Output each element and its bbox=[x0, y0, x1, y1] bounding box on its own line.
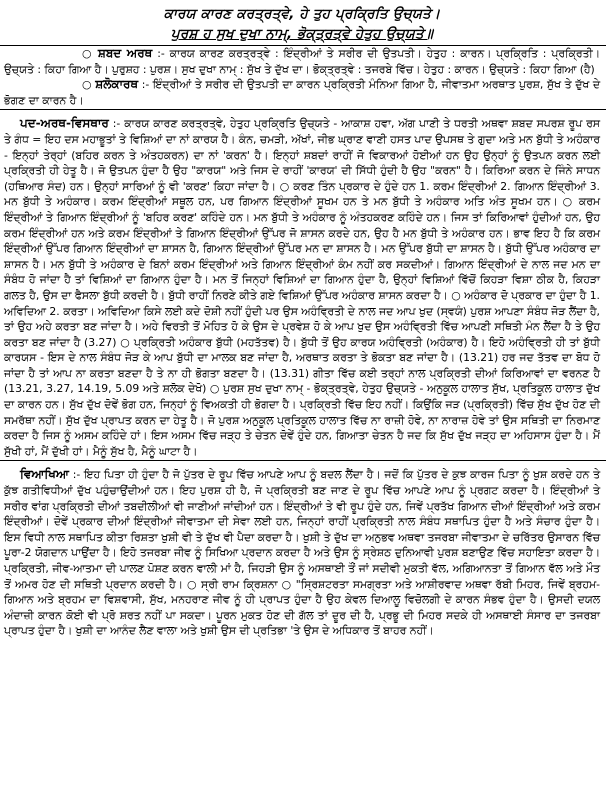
pad-arth-text: :- ਕਾਰਯ ਕਾਰਣ ਕਰਤ੍ਰਤ੍ਵੇ, ਹੇਤੁਹ ਪ੍ਰਕ੍ਰਿਤਿ ਉਚ੍ਯਤੇ - ਆਕਾਸ਼ ਹਵਾ, ਅੱਗ ਪਾਣੀ ਤੇ ਧਰਤੀ ਅਥਵਾ ਸ਼ਬਦ ਸਪਰਸ਼ ਰੂਪ ਰਸ ਤੇ ਗੰਧ = ਇਹ ਦਸ ਮਹਾਭੂਤਾਂ ਤੇ ਵਿਸ਼ਿਆਂ ਦਾ ਨਾਂ ਕਾਰਯ ਹੈ। ਕੰਨ, ਚਮੜੀ, ਅੱਖਾਂ, ਜੀਭ ਘ੍ਰਾਣ ਵਾਣੀ ਹਸਤ ਪਾਦ ਉਪਸਥ ਤੇ ਗੁਦਾ ਅਤੇ ਮਨ ਬੁੱਧੀ ਤੇ ਅਹੰਕਾਰ - ਇਨ੍ਹਾਂ ਤੇਰ੍ਹਾਂ (ਬਹਿਰ ਕਰਨ ਤੇ ਅੰਤਹਕਰਨ) ਦਾ ਨਾਂ 'ਕਰਨ' ਹੈ। ਇਨ੍ਹਾਂ ਸ਼ਬਦਾਂ ਰਾਹੀਂ ਜੋ ਵਿਕਾਰਆਂ ਹੋਈਆਂ ਹਨ ਉਹ ਉਨ੍ਹਾਂ ਨੂੰ ਉਤਪਨ ਕਰਨ ਲਈ ਪ੍ਰਕ੍ਰਿਤੀ ਹੀ ਹੇਤੂ ਹੈ। ਜੋ ਉਤਪਨ ਹੁੰਦਾ ਹੈ ਉਹ "ਕਾਰਯ" ਅਤੇ ਜਿਸ ਦੇ ਰਾਹੀਂ 'ਕਾਰਯ' ਦੀ ਸਿੱਧੀ ਹੁੰਦੀ ਹੈ ਉਹ "ਕਰਨ" ਹੈ। ਕਿਰਿਆ ਕਰਨ ਦੇ ਜਿੰਨੇ ਸਾਧਨ (ਹਥਿਆਰ ਸੰਦ) ਹਨ। ਉਨ੍ਹਾਂ ਸਾਰਿਆਂ ਨੂੰ ਵੀ 'ਕਰਣ' ਕਿਹਾ ਜਾਂਦਾ ਹੈ। ○ ਕਰਣ ਤਿੰਨ ਪ੍ਰਕਾਰ ਦੇ ਹੁੰਦੇ ਹਨ 1. ਕਰਮ ਇੰਦ੍ਰੀਆਂ 2. ਗਿਆਨ ਇੰਦ੍ਰੀਆਂ 3. ਮਨ ਬੁੱਧੀ ਤੇ ਅਹੰਕਾਰ। ਕਰਮ ਇੰਦ੍ਰੀਆਂ ਸਥੂਲ ਹਨ, ਪਰ ਗਿਆਨ ਇੰਦ੍ਰੀਆਂ ਸੂਖਮ ਹਨ ਤੇ ਮਨ ਬੁੱਧੀ ਤੇ ਅਹੰਕਾਰ ਅਤਿ ਅੰਤ ਸੂਖਮ ਹਨ। ○ ਕਰਮ ਇੰਦ੍ਰੀਆਂ ਤੇ ਗਿਆਨ ਇੰਦ੍ਰੀਆਂ ਨੂੰ 'ਬਹਿਰ ਕਰਣ' ਕਹਿੰਦੇ ਹਨ। ਮਨ ਬੁੱਧੀ ਤੇ ਅਹੰਕਾਰ ਨੂੰ ਅੰਤਹਕਰਣ ਕਹਿੰਦੇ ਹਨ। ਜਿਸ ਤਾਂ ਕਿਰਿਆਵਾਂ ਹੁੰਦੀਆਂ ਹਨ, ਉਹ ਕਰਮ ਇੰਦ੍ਰੀਆਂ ਹਨ ਅਤੇ ਕਰਮ ਇੰਦ੍ਰੀਆਂ ਤੇ ਗਿਆਨ ਇੰਦ੍ਰੀਆਂ ਉੱਪਰ ਜੋ ਸ਼ਾਸਨ ਕਰਦੇ ਹਨ, ਉਹ ਹੈ ਮਨ ਬੁੱਧੀ ਤੇ ਅਹੰਕਾਰ ਹਨ। ਭਾਵ ਇਹ ਹੈ ਕਿ ਕਰਮ ਇੰਦ੍ਰੀਆਂ ਉੱਪਰ ਗਿਆਨ ਇੰਦ੍ਰੀਆਂ ਦਾ ਸ਼ਾਸਨ ਹੈ, ਗਿਆਨ ਇੰਦ੍ਰੀਆਂ ਉੱਪਰ ਮਨ ਦਾ ਸ਼ਾਸਨ ਹੈ। ਮਨ ਉੱਪਰ ਬੁੱਧੀ ਦਾ ਸ਼ਾਸਨ ਹੈ। ਬੁੱਧੀ ਉੱਪਰ ਅਹੰਕਾਰ ਦਾ ਸ਼ਾਸਨ ਹੈ। ਮਨ ਬੁੱਧੀ ਤੇ ਅਹੰਕਾਰ ਦੇ ਬਿਨਾਂ ਕਰਮ ਇੰਦ੍ਰੀਆਂ ਅਤੇ ਗਿਆਨ ਇੰਦ੍ਰੀਆਂ ਕੰਮ ਨਹੀਂ ਕਰ ਸਕਦੀਆਂ। ਗਿਆਨ ਇੰਦ੍ਰੀਆਂ ਦੇ ਨਾਲ ਜਦ ਮਨ ਦਾ ਸੰਬੰਧ ਹੋ ਜਾਂਦਾ ਹੈ ਤਾਂ ਵਿਸ਼ਿਆਂ ਦਾ ਗਿਆਨ ਹੁੰਦਾ ਹੈ। ਮਨ ਤੋਂ ਜਿਨ੍ਹਾਂ ਵਿਸ਼ਿਆਂ ਦਾ ਗਿਆਨ ਹੁੰਦਾ ਹੈ, ਉਨ੍ਹਾਂ ਵਿਸ਼ਿਆਂ ਵਿੱਚੋਂ ਕਿਹੜਾ ਵਿਸ਼ਾ ਠੀਕ ਹੈ, ਕਿਹੜਾ ਗਲਤ ਹੈ, ਉਸ ਦਾ ਫੈਸਲਾ ਬੁੱਧੀ ਕਰਦੀ ਹੈ। ਬੁੱਧੀ ਰਾਹੀਂ ਨਿਰਣੇ ਕੀਤੇ ਗਏ ਵਿਸ਼ਿਆਂ ਉੱਪਰ ਅਹੰਕਾਰ ਸ਼ਾਸਨ ਕਰਦਾ ਹੈ। ○ ਅਹੰਕਾਰ ਦੋ ਪ੍ਰਕਾਰ ਦਾ ਹੁੰਦਾ ਹੈ 1. ਅਵਿਦਿਆ 2. ਕਰਤਾ। ਅਵਿਦਿਆ ਕਿਸੇ ਲਈ ਕਦੇ ਦੋਸ਼ੀ ਨਹੀਂ ਹੁੰਦੀ ਪਰ ਉਸ ਅਹੰਵ੍ਰਿਤੀ ਦੇ ਨਾਲ ਜਦ ਆਪ ਖੁਦ (ਸ੍ਵਯੰ) ਪੁਰਸ਼ ਆਪਣਾ ਸੰਬੰਧ ਜੋੜ ਲੈਂਦਾ ਹੈ, ਤਾਂ ਉਹ ਅਹੇ ਕਰਤਾ ਬਣ ਜਾਂਦਾ ਹੈ। ਅਹੇ ਵਿਰਤੀ ਤੋਂ ਮੋਹਿਤ ਹੋ ਕੇ ਉਸ ਦੇ ਪ੍ਰਵੇਸ਼ ਹੋ ਕੇ ਆਪ ਖੁਦ ਉਸ ਅਹੰਵ੍ਰਿਤੀ ਵਿੱਚ ਆਪਣੀ ਸਥਿਤੀ ਮੰਨ ਲੈਂਦਾ ਹੈ ਤੇ ਉਹ ਕਰਤਾ ਬਣ ਜਾਂਦਾ ਹੈ (3.27) ○ ਪ੍ਰਕ੍ਰਿਤੀ ਅਹੰਕਾਰ ਬੁੱਧੀ (ਮਹਤੱਤਵ) ਹੈ। ਬੁੱਧੀ ਤੋਂ ਉਹ ਕਾਰਯ ਅਹੰਵ੍ਰਿਤੀ (ਅਹੰਕਾਰ) ਹੈ। ਇਹੋ ਅਹੰਵ੍ਰਿਤੀ ਹੀ ਤਾਂ ਬੁੱਧੀ ਕਾਰਯਸ - ਇਸ ਦੇ ਨਾਲ ਸੰਬੰਧ ਜੋੜ ਕੇ ਆਪ ਬੁੱਧੀ ਦਾ ਮਾਲਕ ਬਣ ਜਾਂਦਾ ਹੈ, ਅਰਥਾਤ ਕਰਤਾ ਤੇ ਭੋਕਤਾ ਬਣ ਜਾਂਦਾ ਹੈ। (13.21) ਹਰ ਜਦ ਤੱਤਵ ਦਾ ਬੋਧ ਹੋ ਜਾਂਦਾ ਹੈ ਤਾਂ ਆਪ ਨਾ ਕਰਤਾ ਬਣਦਾ ਹੈ ਤੇ ਨਾ ਹੀ ਭੋਗਤਾ ਬਣਦਾ ਹੈ। (13.31) ਗੀਤਾ ਵਿੱਚ ਕਈ ਤਰ੍ਹਾਂ ਨਾਲ ਪ੍ਰਕ੍ਰਿਤੀ ਦੀਆਂ ਕਿਰਿਆਵਾਂ ਦਾ ਵਰਨਣ ਹੈ (13.21, 3.27, 14.19, 5.09 ਅਤੇ ਸ਼ਲੋਕ ਦੇਖੋ) ○ ਪੁਰਸ਼ ਸੁਖ ਦੁਖਾ ਨਾਮ੍ - ਭੋਕ੍ਤ੍ਰਤ੍ਵੇ, ਹੇਤੁਹ ਉਚ੍ਯਤੇ - ਅਨੁਕੂਲ ਹਾਲਾਤ ਸੁੱਖ, ਪ੍ਰਤਿਕੂਲ ਹਾਲਾਤ ਦੁੱਖ ਦਾ ਕਾਰਨ ਹਨ। ਸੁੱਖ ਦੁੱਖ ਦੋਵੇਂ ਭੋਗ ਹਨ, ਜਿਨ੍ਹਾਂ ਨੂੰ ਵਿਅਕਤੀ ਹੀ ਭੋਗਦਾ ਹੈ। ਪ੍ਰਕ੍ਰਿਤੀ ਵਿੱਚ ਇਹ ਨਹੀਂ। ਕਿਉਂਕਿ ਜੜ (ਪ੍ਰਕ੍ਰਿਤੀ) ਵਿੱਚ ਸੁੱਖ ਦੁੱਖ ਹੋਣ ਦੀ ਸਮਰੱਥਾ ਨਹੀਂ। ਸੁੱਖ ਦੁੱਖ ਪ੍ਰਾਪਤ ਕਰਨ ਦਾ ਹੇਤੂ ਹੈ। ਜੋ ਪੁਰਸ਼ ਅਨੁਕੂਲ ਪ੍ਰਤਿਕੂਲ ਹਾਲਾਤ ਵਿੱਚ ਨਾ ਰਾਜ਼ੀ ਹੋਵੇ, ਨਾ ਨਾਰਾਜ਼ ਹੋਵੇ ਤਾਂ ਉਸ ਸਥਿਤੀ ਦਾ ਨਿਰਮਾਣ ਕਰਦਾ ਹੈ ਜਿਸ ਨੂੰ ਅਸਮ ਕਹਿੰਦੇ ਹਾਂ। ਇਸ ਅਸਮ ਵਿੱਚ ਜੜ੍ਹ ਤੇ ਚੇਤਨ ਦੋਵੇਂ ਹੁੰਦੇ ਹਨ, ਗਿਆਤਾ ਚੇਤਨ ਹੈ ਜਦ ਕਿ ਸੁੱਖ ਦੁੱਖ ਜੜ੍ਹ ਦਾ ਅਹਿਸਾਸ ਹੁੰਦਾ ਹੈ। ਮੈਂ ਸੁੱਖੀ ਹਾਂ, ਮੈਂ ਦੁੱਖੀ ਹਾਂ। ਮੈਨੂੰ ਸੁੱਖ ਹੈ, ਮੈਨੂੰ ਘਾਟਾ ਹੈ। bbox=[4, 117, 601, 458]
verse-line-2: ਪੁਰਸ਼ ਹ ਸੁਖ ਦੁਖਾ ਨਾਮ੍, ਭੋਕ੍ਤ੍ਰਤ੍ਵੇ ਹੇਤੁਹ ਉਚ੍ਯਤੇ॥ bbox=[170, 26, 434, 42]
verse-title bbox=[4, 4, 600, 44]
shlokarth-section bbox=[4, 77, 600, 108]
shabad-arth-heading: ਸ਼ਬਦ ਅਰਥ bbox=[97, 46, 153, 60]
viakhya-text: :- ਇਹ ਪਿਤਾ ਹੀ ਹੁੰਦਾ ਹੈ ਜੋ ਪੁੱਤਰ ਦੇ ਰੂਪ ਵਿੱਚ ਆਪਣੇ ਆਪ ਨੂੰ ਬਦਲ ਲੈਂਦਾ ਹੈ। ਜਦੋਂ ਕਿ ਪੁੱਤਰ ਦੇ ਕੁਝ ਕਾਰਜ ਪਿਤਾ ਨੂੰ ਖੁਸ਼ ਕਰਦੇ ਹਨ ਤੇ ਕੁੱਝ ਗਤੀਵਿਧੀਆਂ ਦੁੱਖ ਪਹੁੰਚਾਉਂਦੀਆਂ ਹਨ। ਇਹ ਪੁਰਸ਼ ਹੀ ਹੈ, ਜੋ ਪ੍ਰਕ੍ਰਿਤੀ ਬਣ ਜਾਣ ਦੇ ਰੂਪ ਵਿੱਚ ਆਪਣੇ ਆਪ ਨੂੰ ਪ੍ਰਗਟ ਕਰਦਾ ਹੈ। ਇੰਦ੍ਰੀਆਂ ਤੇ ਸਰੀਰ ਵਾਂਗ ਪ੍ਰਕ੍ਰਿਤੀ ਦੀਆਂ ਤਬਦੀਲੀਆਂ ਵੀ ਜਾਣੀਆਂ ਜਾਂਦੀਆਂ ਹਨ। ਇੰਦ੍ਰੀਆਂ ਤੇ ਵੀ ਰੂਪ ਹੁੰਦੇ ਹਨ, ਜਿਵੇਂ ਪ੍ਰਤੱਖ ਗਿਆਨ ਦੀਆਂ ਇੰਦ੍ਰੀਆਂ ਅਤੇ ਕਰਮ ਇੰਦ੍ਰੀਆਂ। ਦੋਵੇਂ ਪ੍ਰਕਾਰ ਦੀਆਂ ਇੰਦ੍ਰੀਆਂ ਜੀਵਾਤਮਾ ਦੀ ਸੇਵਾ ਲਈ ਹਨ, ਜਿਨ੍ਹਾਂ ਰਾਹੀਂ ਪ੍ਰਕ੍ਰਿਤੀ ਨਾਲ ਸੰਬੰਧ ਸਥਾਪਿਤ ਹੁੰਦਾ ਹੈ ਅਤੇ ਸੰਚਾਰ ਹੁੰਦਾ ਹੈ। ਇਸ ਵਿਧੀ ਨਾਲ ਸਥਾਪਿਤ ਕੀਤਾ ਰਿਸ਼ਤਾ ਖੁਸ਼ੀ ਵੀ ਤੇ ਦੁੱਖ ਵੀ ਪੈਦਾ ਕਰਦਾ ਹੈ। ਖੁਸ਼ੀ ਤੇ ਦੁੱਖ ਦਾ ਅਨੁਭਵ ਅਥਵਾ ਤਜਰਬਾ ਜੀਵਾਤਮਾ ਦੇ ਚਰਿੱਤਰ ਉਸਾਰਨ ਵਿੱਚ ਪੂਰਾ-2 ਯੋਗਦਾਨ ਪਾਉਂਦਾ ਹੈ। ਇਹੋ ਤਜਰਬਾ ਜੀਵ ਨੂੰ ਸਿਖਿਆ ਪ੍ਰਦਾਨ ਕਰਦਾ ਹੈ ਅਤੇ ਉਸ ਨੂੰ ਸ੍ਰੇਸ਼ਠ ਦੁਨਿਆਵੀ ਪੁਰਸ਼ ਬਣਾਉਣ ਵਿੱਚ ਸਹਾਇਤਾ ਕਰਦਾ ਹੈ। ਪ੍ਰਕ੍ਰਿਤੀ, ਜੀਵ-ਆਤਮਾ ਦੀ ਪਾਲਣ ਪੋਸ਼ਣ ਕਰਨ ਵਾਲੀ ਮਾਂ ਹੈ, ਜਿਹੜੀ ਉਸ ਨੂੰ ਅਸਥਾਈ ਤੌਂ ਜਾਂ ਸਦੀਵੀ ਮੁਕਤੀ ਵੱਲ, ਅਗਿਆਨਤਾ ਤੋਂ ਗਿਆਨ ਵੱਲ ਅਤੇ ਮੌਤ ਤੋਂ ਅਮਰ ਹੋਣ ਦੀ ਸਥਿਤੀ ਪ੍ਰਦਾਨ ਕਰਦੀ ਹੈ। ○ ਸ੍ਰੀ ਰਾਮ ਕ੍ਰਿਸ਼ਨਾ ○ "ਸ੍ਰਿਸ਼ਟਰਤਾ ਸਮਗ੍ਰਤਾ ਅਤੇ ਆਸ਼ੀਰਵਾਦ ਅਥਵਾ ਰੱਬੀ ਮਿਹਰ, ਜਿਵੇਂ ਬ੍ਰਹਮ-ਗਿਆਨ ਅਤੇ ਬ੍ਰਹਮ ਦਾ ਵਿਸ਼ਵਾਸੀ, ਸੁੱਖ, ਮਨਹਰਾਣ ਜੀਵ ਨੂੰ ਹੀ ਪ੍ਰਾਪਤ ਹੁੰਦਾ ਹੈ ਉਹ ਕੇਵਲ ਦਿਆਲੂ ਵਿਚੋਲਗੀ ਦੇ ਕਾਰਨ ਸੰਭਵ ਹੁੰਦਾ ਹੈ। ਉਸਦੀ ਦਯਲ ਅੰਦਾਜ਼ੀ ਕਾਰਨ ਕੋਈ ਵੀ ਪ੍ਰੋ ਸ਼ਰਤ ਨਹੀਂ ਪਾ ਸਕਦਾ। ਪੂਰਨ ਮੁਕਤ ਹੋਣ ਦੀ ਗੱਲ ਤਾਂ ਦੂਰ ਦੀ ਹੈ, ਪ੍ਰਭੂ ਦੀ ਮਿਹਰ ਸਦਕੇ ਹੀ ਅਸਥਾਈ ਸੰਸਾਰ ਦਾ ਤਜਰਬਾ ਪ੍ਰਾਪਤ ਹੁੰਦਾ ਹੈ। ਖੁਸ਼ੀ ਦਾ ਆਨੰਦ ਲੈਣ ਵਾਲਾ ਅਤੇ ਖੁਸ਼ੀ ਉਸ ਦੀ ਪ੍ਰਤਿਭਾ 'ਤੇ ਉਸ ਦੇ ਅਧਿਕਾਰ ਤੋਂ ਬਾਹਰ ਨਹੀਂ। bbox=[4, 468, 600, 638]
section-bullet-icon: ○ bbox=[82, 47, 98, 60]
shlokarth-text: :- ਇੰਦ੍ਰੀਆਂ ਤੇ ਸਰੀਰ ਦੀ ਉਤਪਤੀ ਦਾ ਕਾਰਨ ਪ੍ਰਕ੍ਰਿਤੀ ਮੰਨਿਆ ਗਿਆ ਹੈ, ਜੀਵਾਤਮਾ ਅਰਥਾਤ ਪੁਰਸ਼, ਸੁੱਖ ਤੇ ਦੁੱਖ ਦੇ ਭੋਗਣ ਦਾ ਕਾਰਨ ਹੈ। bbox=[4, 78, 600, 107]
section-bullet-icon: ○ bbox=[82, 78, 96, 92]
verse-line-1: ਕਾਰਯ ਕਾਰਣ ਕਰਤ੍ਰਤ੍ਵੇ, ਹੇ ਤੁਹ ਪ੍ਰਕ੍ਰਿਤਿ ਉਚ੍ਯਤੇ। bbox=[163, 6, 441, 22]
viakhya-section bbox=[4, 467, 600, 639]
shabad-arth-text: :- ਕਾਰਯ ਕਾਰਣ ਕਰਤ੍ਰਤ੍ਵੇ : ਇੰਦ੍ਰੀਆਂ ਤੇ ਸਰੀਰ ਦੀ ਉਤਪਤੀ। ਹੇਤੁਹ : ਕਾਰਨ। ਪ੍ਰਕ੍ਰਿਤਿ : ਪ੍ਰਕ੍ਰਿਤੀ। ਉਚ੍ਯਤੇ : ਕਿਹਾ ਗਿਆ ਹੈ। ਪੁਰੁਸ਼ਹ : ਪੁਰਸ਼। ਸੁਖ ਦੁਖਾ ਨਾਮ੍ : ਸੁੱਖ ਤੇ ਦੁੱਖ ਦਾ। ਭੋਕ੍ਤ੍ਰਤ੍ਵੇ : ਤਜਰਬੇ ਵਿੱਚ। ਹੇਤੁਹ : ਕਾਰਨ। ਉਚ੍ਯਤੇ : ਕਿਹਾ ਗਿਆ (ਹੈ) bbox=[4, 47, 600, 76]
pad-arth-heading: ਪਦ-ਅਰਥ-ਵਿਸਥਾਰ bbox=[20, 116, 109, 131]
viakhya-heading: ਵਿਆਖਿਆ bbox=[20, 467, 69, 482]
shlokarth-heading: ਸ਼ਲੋਕਾਰਥ bbox=[95, 77, 139, 92]
shabad-arth-section bbox=[4, 46, 600, 77]
pad-arth-section bbox=[4, 116, 600, 459]
